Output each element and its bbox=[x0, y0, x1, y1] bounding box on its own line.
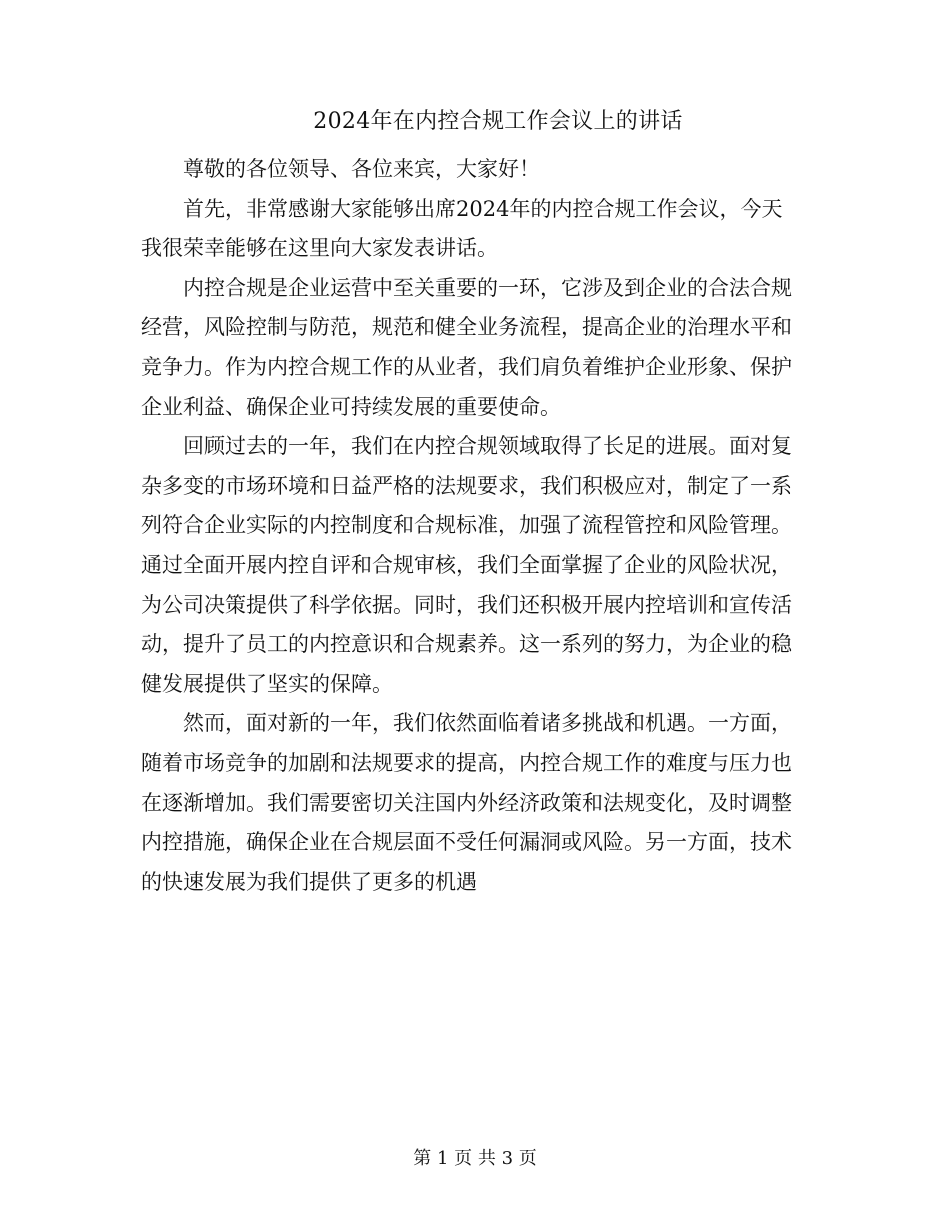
document-title: 2024年在内控合规工作会议上的讲话 bbox=[313, 109, 683, 134]
paragraph-challenges: 然而，面对新的一年，我们依然面临着诸多挑战和机遇。一方面，随着市场竞争的加剧和法规要求的提高，内控合规工作的难度与压力也在逐渐增加。我们需要密切关注国内外经济政策和法规变化，及时调整内控措施，确保企业在合规层面不受任何漏洞或风险。另一方面，技术的快速发展为我们提供了更多的机遇 bbox=[141, 711, 792, 894]
paragraph-importance: 内控合规是企业运营中至关重要的一环，它涉及到企业的合法合规经营，风险控制与防范，规范和健全业务流程，提高企业的治理水平和竞争力。作为内控合规工作的从业者，我们肩负着维护企业形象、保护企业利益、确保企业可持续发展的重要使命。 bbox=[141, 275, 792, 419]
paragraph-thanks: 首先，非常感谢大家能够出席2024年的内控合规工作会议，今天我很荣幸能够在这里向大家发表讲话。 bbox=[141, 196, 783, 261]
page-footer: 第 1 页 共 3 页 bbox=[413, 1148, 537, 1169]
document-body bbox=[141, 150, 801, 902]
paragraph-review: 回顾过去的一年，我们在内控合规领域取得了长足的进展。面对复杂多变的市场环境和日益严格的法规要求，我们积极应对，制定了一系列符合企业实际的内控制度和合规标准，加强了流程管控和风险管理。通过全面开展内控自评和合规审核，我们全面掌握了企业的风险状况，为公司决策提供了科学依据。同时，我们还积极开展内控培训和宣传活动，提升了员工的内控意识和合规素养。这一系列的努力，为企业的稳健发展提供了坚实的保障。 bbox=[141, 434, 792, 696]
paragraph-greeting: 尊敬的各位领导、各位来宾，大家好！ bbox=[183, 157, 540, 181]
